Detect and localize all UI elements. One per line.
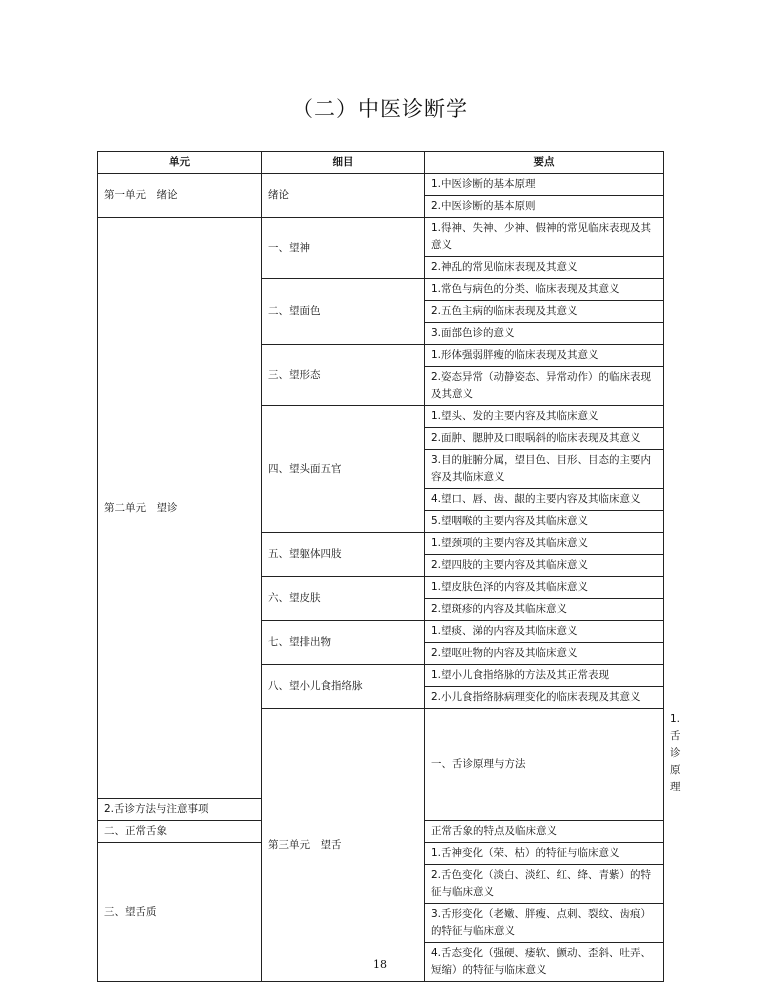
point-cell: 2.神乱的常见临床表现及其意义 <box>425 257 664 279</box>
table-row <box>98 174 664 196</box>
item-cell: 二、正常舌象 <box>98 821 262 843</box>
unit-cell: 第三单元 望舌 <box>262 709 425 982</box>
point-cell: 1.望皮肤色泽的内容及其临床意义 <box>425 577 664 599</box>
page-title: （二）中医诊断学 <box>292 97 468 121</box>
point-cell: 2.姿态异常（动静姿态、异常动作）的临床表现及其意义 <box>425 367 664 406</box>
item-cell: 四、望头面五官 <box>262 406 425 533</box>
point-cell: 2.望呕吐物的内容及其临床意义 <box>425 643 664 665</box>
point-cell: 1.中医诊断的基本原理 <box>425 174 664 196</box>
item-cell: 七、望排出物 <box>262 621 425 665</box>
item-cell: 一、望神 <box>262 218 425 279</box>
page-number: 18 <box>373 958 387 971</box>
point-cell: 5.望咽喉的主要内容及其临床意义 <box>425 511 664 533</box>
point-cell: 1.望头、发的主要内容及其临床意义 <box>425 406 664 428</box>
point-cell: 正常舌象的特点及临床意义 <box>425 821 664 843</box>
item-cell: 二、望面色 <box>262 279 425 345</box>
point-cell: 3.目的脏腑分属，望目色、目形、目态的主要内容及其临床意义 <box>425 450 664 489</box>
table-header-row <box>98 152 664 174</box>
item-cell: 三、望舌质 <box>98 843 262 982</box>
item-cell: 六、望皮肤 <box>262 577 425 621</box>
point-cell: 1.形体强弱胖瘦的临床表现及其意义 <box>425 345 664 367</box>
point-cell: 3.面部色诊的意义 <box>425 323 664 345</box>
table-body <box>98 174 681 982</box>
point-cell: 2.望斑疹的内容及其临床意义 <box>425 599 664 621</box>
table-row <box>98 218 664 257</box>
item-cell: 一、舌诊原理与方法 <box>425 709 664 821</box>
header-point: 要点 <box>425 152 664 174</box>
syllabus-table <box>97 151 681 982</box>
point-cell: 2.舌色变化（淡白、淡红、红、绛、青紫）的特征与临床意义 <box>425 865 664 904</box>
table-row: 第三单元 望舌 一、舌诊原理与方法 1.舌诊原理 <box>98 709 664 799</box>
header-unit: 单元 <box>98 152 262 174</box>
item-cell: 八、望小儿食指络脉 <box>262 665 425 709</box>
point-cell: 2.五色主病的临床表现及其意义 <box>425 301 664 323</box>
point-cell: 2.望四肢的主要内容及其临床意义 <box>425 555 664 577</box>
point-cell: 1.望小儿食指络脉的方法及其正常表现 <box>425 665 664 687</box>
point-cell: 2.小儿食指络脉病理变化的临床表现及其意义 <box>425 687 664 709</box>
point-cell: 2.中医诊断的基本原则 <box>425 196 664 218</box>
point-cell: 1.得神、失神、少神、假神的常见临床表现及其意义 <box>425 218 664 257</box>
unit-cell: 第二单元 望诊 <box>98 218 262 799</box>
point-cell: 4.舌态变化（强硬、痿软、颤动、歪斜、吐弄、短缩）的特征与临床意义 <box>425 943 664 982</box>
point-cell: 1.望颈项的主要内容及其临床意义 <box>425 533 664 555</box>
point-cell: 2.舌诊方法与注意事项 <box>98 799 262 821</box>
item-cell: 五、望躯体四肢 <box>262 533 425 577</box>
point-cell: 4.望口、唇、齿、龈的主要内容及其临床意义 <box>425 489 664 511</box>
item-cell: 三、望形态 <box>262 345 425 406</box>
point-cell: 2.面肿、腮肿及口眼㖞斜的临床表现及其意义 <box>425 428 664 450</box>
unit-cell: 第一单元 绪论 <box>98 174 262 218</box>
item-cell: 绪论 <box>262 174 425 218</box>
point-cell: 1.舌神变化（荣、枯）的特征与临床意义 <box>425 843 664 865</box>
header-item: 细目 <box>262 152 425 174</box>
point-cell: 3.舌形变化（老嫩、胖瘦、点刺、裂纹、齿痕）的特征与临床意义 <box>425 904 664 943</box>
point-cell: 1.望痰、涕的内容及其临床意义 <box>425 621 664 643</box>
point-cell: 1.常色与病色的分类、临床表现及其意义 <box>425 279 664 301</box>
